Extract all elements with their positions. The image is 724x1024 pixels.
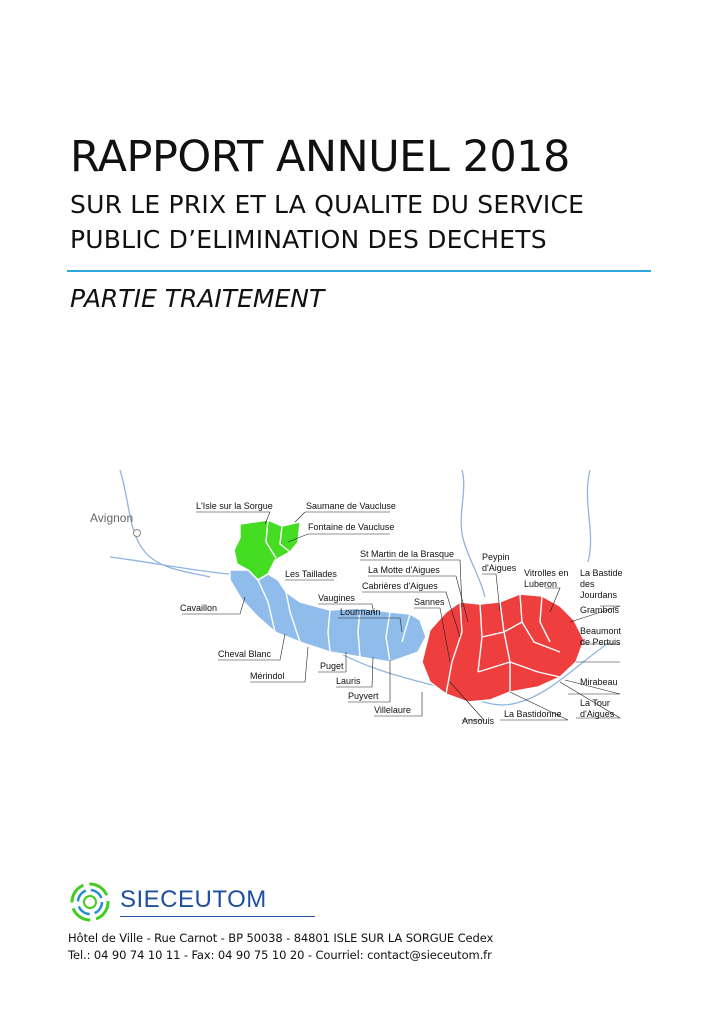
label-tour-1: La Tour [580,698,610,708]
label-bastidonne: La Bastidonne [504,709,562,719]
label-tour-2: d'Aigues [580,709,615,719]
label-bastide-2: des [580,579,595,589]
label-vitrolles-1: Vitrolles en [524,568,569,578]
label-grambois: Grambois [580,605,620,615]
label-taillades: Les Taillades [285,569,337,579]
label-lourmarin: Lourmarin [340,607,381,617]
title-divider [67,270,651,272]
label-peypin-1: Peypin [482,552,510,562]
report-subtitle-line2: PUBLIC D’ELIMINATION DES DECHETS [70,225,547,254]
label-sannes: Sannes [414,597,445,607]
footer-contact: Tel.: 04 90 74 10 11 - Fax: 04 90 75 10 20 - Courriel: contact@sieceutom.fr [68,948,492,962]
label-st-martin: St Martin de la Brasque [360,549,455,559]
label-puget: Puget [320,661,344,671]
city-avignon: Avignon [90,511,134,525]
logo-swirl-icon [68,880,112,924]
report-subtitle-line1: SUR LE PRIX ET LA QUALITE DU SERVICE [70,190,585,219]
river-north [461,470,485,597]
label-peypin-2: d'Aigues [482,563,517,573]
label-lauris: Lauris [336,676,361,686]
label-cheval-blanc: Cheval Blanc [218,649,272,659]
label-vaugines: Vaugines [318,593,355,603]
label-bastide-1: La Bastide [580,568,623,578]
logo-underline [120,916,315,917]
label-cabrieres: Cabrières d'Aigues [362,581,438,591]
label-bastide-3: Jourdans [580,590,618,600]
label-fontaine: Fontaine de Vaucluse [308,522,395,532]
river-east [587,470,590,562]
label-mirabeau: Mirabeau [580,677,618,687]
territory-map [90,462,650,742]
label-merindol: Mérindol [250,671,285,681]
logo-text: SIECEUTOM [120,886,267,913]
label-beaumont-1: Beaumont [580,626,622,636]
red-region [422,594,584,702]
label-cavaillon: Cavaillon [180,603,218,613]
sieceutom-logo [68,880,318,924]
label-ansouis: Ansouis [462,716,495,726]
label-saumane: Saumane de Vaucluse [306,501,396,511]
label-puyvert: Puyvert [348,691,379,701]
label-vitrolles-2: Luberon [524,579,558,589]
footer-address: Hôtel de Ville - Rue Carnot - BP 50038 - 84801 ISLE SUR LA SORGUE Cedex [68,931,494,945]
label-villelaure: Villelaure [374,705,411,715]
section-title: PARTIE TRAITEMENT [70,284,325,313]
label-isle: L'Isle sur la Sorgue [196,501,273,511]
avignon-marker [134,530,141,537]
label-la-motte: La Motte d'Aigues [368,565,440,575]
report-title: RAPPORT ANNUEL 2018 [70,132,570,182]
label-beaumont-2: de Pertuis [580,637,621,647]
